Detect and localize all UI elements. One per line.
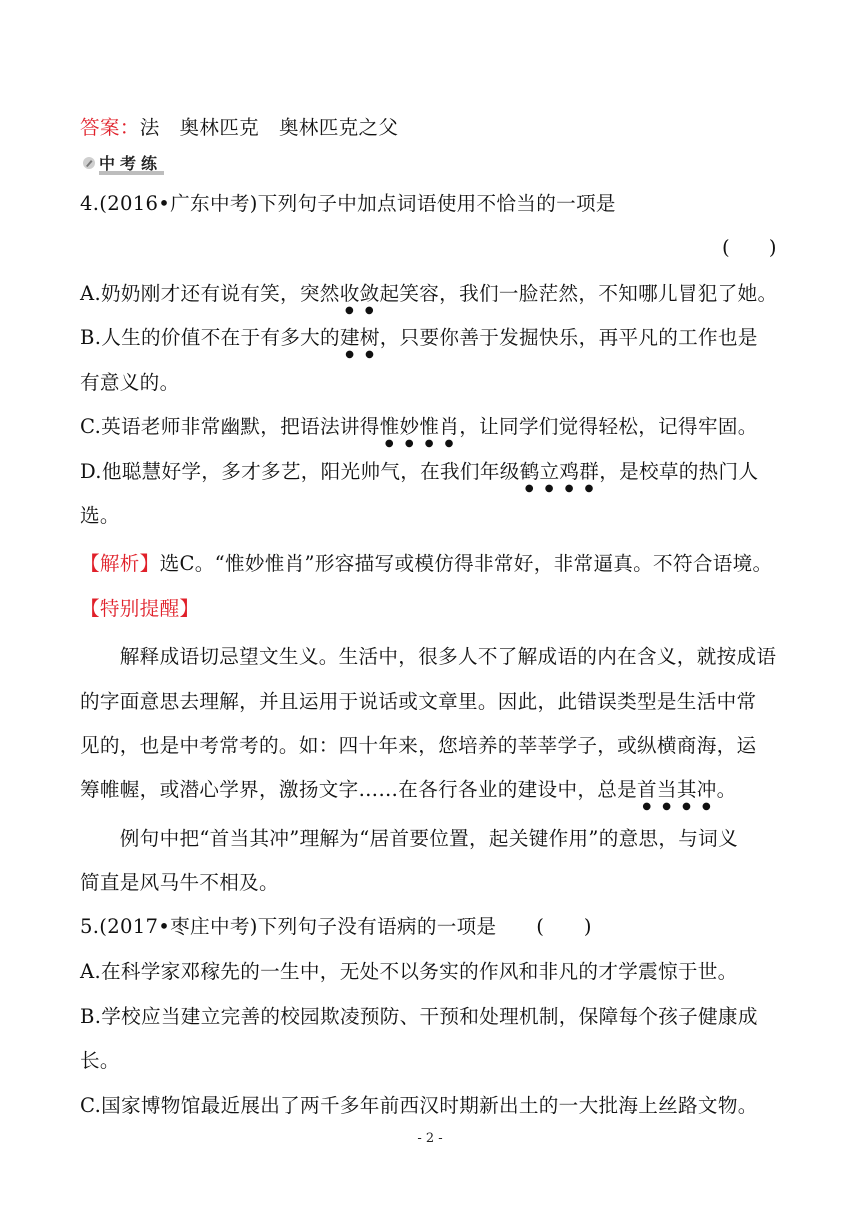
option-text: C.英语老师非常幽默，把语法讲得 <box>80 415 380 438</box>
dotted-word: 首当其冲 <box>637 778 717 801</box>
q4-option-d <box>80 459 758 494</box>
option-text: D.他聪慧好学，多才多艺，阳光帅气，在我们年级 <box>80 460 520 483</box>
page-number: - 2 - <box>417 1131 443 1146</box>
tip-label: 【特别提醒】 <box>80 597 200 620</box>
tip-paragraph-line: 简直是风马牛不相及。 <box>80 871 279 894</box>
tip-text: 筹帷幄，或潜心学界，激扬文字……在各行各业的建设中，总是 <box>80 778 638 801</box>
q4-option-a <box>80 281 777 316</box>
tip-paragraph-line: 的字面意思去理解，并且运用于说话或文章里。因此，此错误类型是生活中常 <box>80 690 757 713</box>
answer-label: 答案： <box>80 116 140 139</box>
q4-answer-paren: ( ) <box>722 236 777 259</box>
q4-option-b-cont: 有意义的。 <box>80 371 180 394</box>
q4-option-b <box>80 325 758 360</box>
q5-option-b: B.学校应当建立完善的校园欺凌预防、干预和处理机制，保障每个孩子健康成 <box>80 1005 758 1028</box>
q5-option-c: C.国家博物馆最近展出了两千多年前西汉时期新出土的一大批海上丝路文物。 <box>80 1094 758 1117</box>
q5-option-a: A.在科学家邓稼先的一生中，无处不以务实的作风和非凡的才学震惊于世。 <box>80 960 738 983</box>
analysis-text: 选C。“惟妙惟肖”形容描写或模仿得非常好，非常逼真。不符合语境。 <box>159 552 773 575</box>
section-header <box>82 152 164 174</box>
option-text: 起笑容，我们一脸茫然，不知哪儿冒犯了她。 <box>379 282 778 305</box>
option-text: ，让同学们觉得轻松，记得牢固。 <box>459 415 758 438</box>
q5-option-b-cont: 长。 <box>80 1049 120 1072</box>
tip-paragraph-line <box>80 777 737 812</box>
answer-text: 法 奥林匹克 奥林匹克之父 <box>139 116 399 139</box>
section-title: 中考练 <box>99 151 164 175</box>
dotted-word: 收敛 <box>339 282 380 305</box>
dotted-word: 鹤立鸡群 <box>519 460 600 483</box>
option-text: A.奶奶刚才还有说有笑，突然 <box>80 282 340 305</box>
pencil-icon <box>82 156 96 170</box>
q5-stem: 5.(2017•枣庄中考)下列句子没有语病的一项是 ( ) <box>80 915 592 938</box>
q4-option-d-cont: 选。 <box>80 504 120 527</box>
dotted-word: 建树 <box>339 326 380 349</box>
option-text: ，是校草的热门人 <box>599 460 759 483</box>
tip-paragraph-line: 见的，也是中考常考的。如：四十年来，您培养的莘莘学子，或纵横商海，运 <box>80 734 757 757</box>
tip-paragraph-line: 解释成语切忌望文生义。生活中，很多人不了解成语的内在含义，就按成语 <box>80 645 777 668</box>
option-text: B.人生的价值不在于有多大的 <box>80 326 340 349</box>
option-text: ，只要你善于发掘快乐，再平凡的工作也是 <box>379 326 758 349</box>
analysis-label: 【解析】 <box>80 552 160 575</box>
tip-paragraph-line: 例句中把“首当其冲”理解为“居首要位置，起关键作用”的意思，与词义 <box>80 827 738 850</box>
answer-line <box>80 115 398 141</box>
analysis-line <box>80 551 772 577</box>
tip-text: 。 <box>716 778 737 801</box>
dotted-word: 惟妙惟肖 <box>379 415 460 438</box>
q4-stem: 4.(2016•广东中考)下列句子中加点词语使用不恰当的一项是 <box>80 192 616 215</box>
q4-option-c <box>80 414 758 449</box>
